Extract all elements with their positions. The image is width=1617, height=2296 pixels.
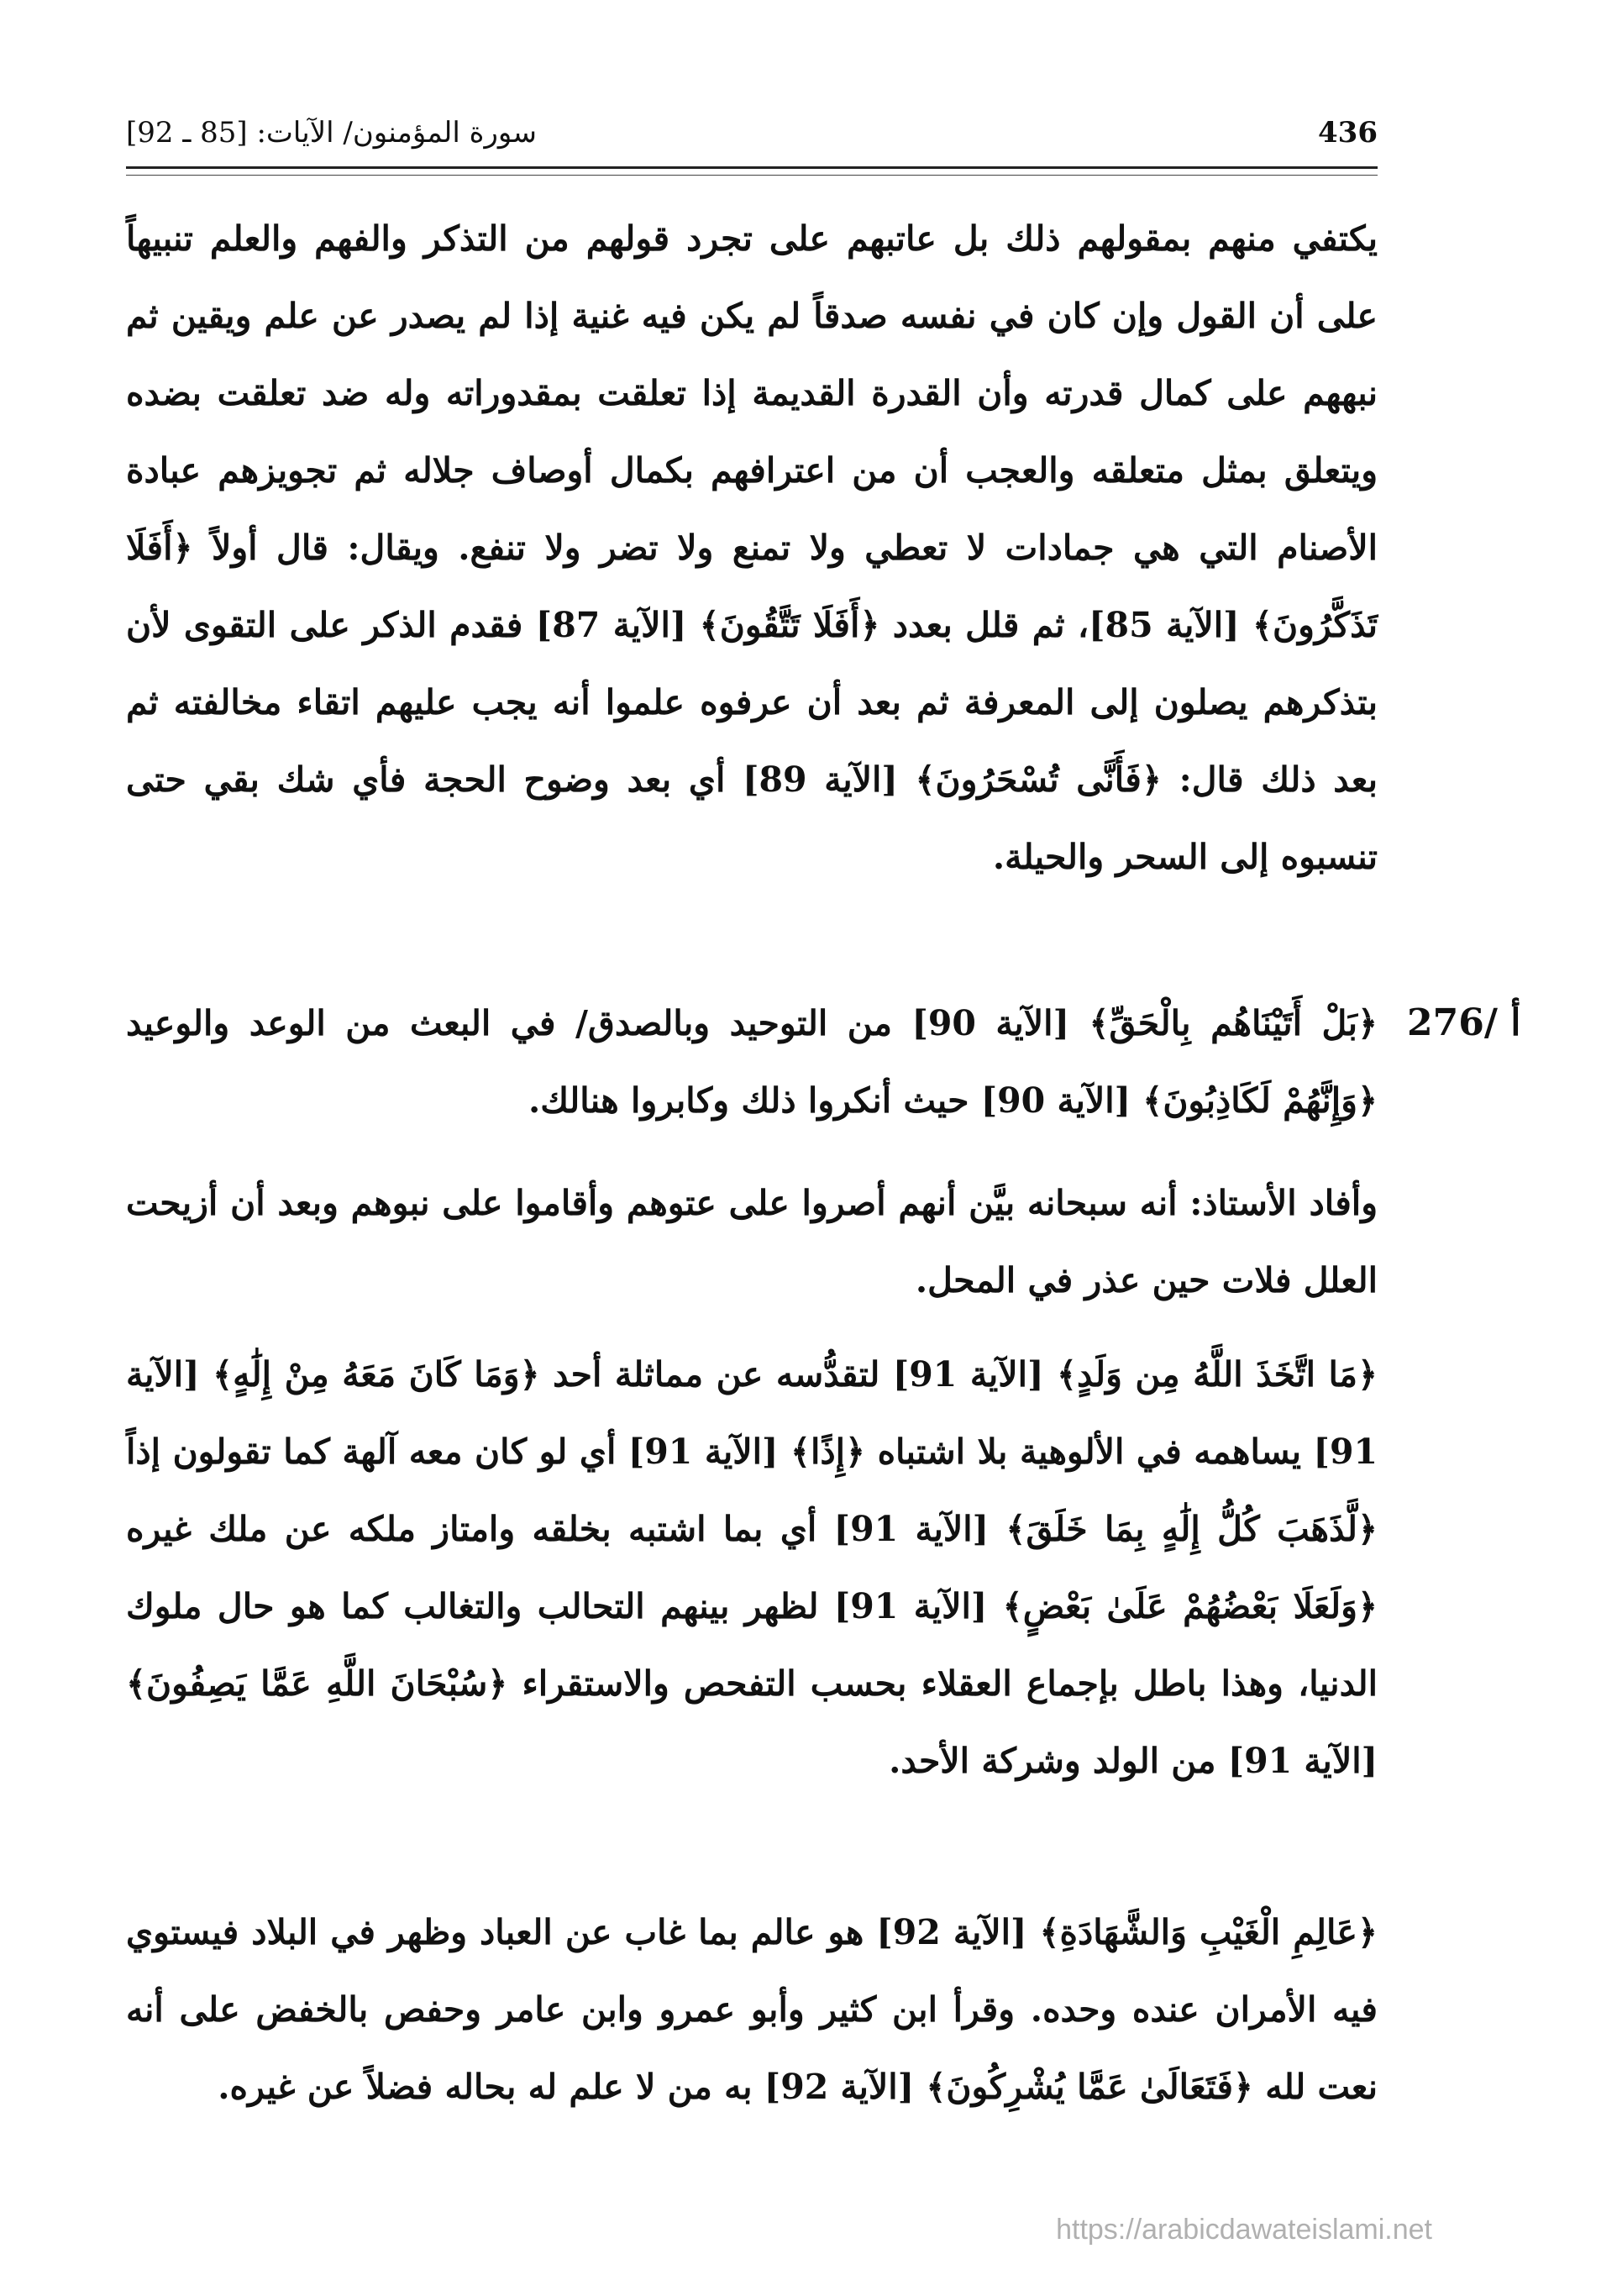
- paragraph-1: يكتفي منهم بمقولهم ذلك بل عاتبهم على تجرد قولهم من التذكر والفهم والعلم تنبيهاً على أن القول وإن كان في نفسه صدقاً لم يكن فيه غنية إذا لم يصدر عن علم ويقين ثم نبههم على كمال قدرته وأن القدرة القديمة إذا تعلقت بمقدوراته وله ضد تعلقت بضده ويتعلق بمثل متعلقه والعجب أن من اعترافهم بكمال أوصاف جلاله ثم تجويزهم عبادة الأصنام التي هي جمادات لا تعطي ولا تمنع ولا تضر ولا تنفع. ويقال: قال أولاً ﴿أَفَلَا تَذَكَّرُونَ﴾ [الآية 85]، ثم قلل بعدد ﴿أَفَلَا تَتَّقُونَ﴾ [الآية 87] فقدم الذكر على التقوى لأن بتذكرهم يصلون إلى المعرفة ثم بعد أن عرفوه علموا أنه يجب عليهم اتقاء مخالفته ثم بعد ذلك قال: ﴿فَأَنَّى تُسْحَرُونَ﴾ [الآية 89] أي بعد وضوح الحجة فأي شك بقي حتى تنسبوه إلى السحر والحيلة.: [126, 218, 1378, 877]
- manuscript-folio-note: 276/ أ: [1407, 1001, 1521, 1044]
- source-watermark: https://arabicdawateislami.net: [1056, 2214, 1432, 2246]
- running-title: سورة المؤمنون/ الآيات: [85 ـ 92]: [126, 116, 537, 150]
- header-rule: [126, 166, 1378, 169]
- paragraph-3: وأفاد الأستاذ: أنه سبحانه بيَّن أنهم أصروا على عتوهم وأقاموا على نبوهم وبعد أن أزيحت العلل فلات حين عذر في المحل.: [126, 1183, 1378, 1300]
- page-number: 436: [1318, 116, 1378, 150]
- paragraph-4: ﴿مَا اتَّخَذَ اللَّهُ مِن وَلَدٍ﴾ [الآية 91] لتقدُّسه عن مماثلة أحد ﴿وَمَا كَانَ مَعَهُ مِنْ إِلَٰهٍ﴾ [الآية 91] يساهمه في الألوهية بلا اشتباه ﴿إِذًا﴾ [الآية 91] أي لو كان معه آلهة كما تقولون إذاً ﴿لَّذَهَبَ كُلُّ إِلَٰهٍ بِمَا خَلَقَ﴾ [الآية 91] أي بما اشتبه بخلقه وامتاز ملكه عن ملك غيره ﴿وَلَعَلَا بَعْضُهُمْ عَلَىٰ بَعْضٍ﴾ [الآية 91] لظهر بينهم التحالب والتغالب كما هو حال ملوك الدنيا، وهذا باطل بإجماع العقلاء بحسب التفحص والاستقراء ﴿سُبْحَانَ اللَّهِ عَمَّا يَصِفُونَ﴾ [الآية 91] من الولد وشركة الأحد.: [126, 1354, 1378, 1781]
- header-rule-thin: [126, 175, 1378, 176]
- paragraph-2: ﴿بَلْ أَتَيْنَاهُم بِالْحَقِّ﴾ [الآية 90] من التوحيد وبالصدق/ في البعث من الوعد والوعيد ﴿وَإِنَّهُمْ لَكَاذِبُونَ﴾ [الآية 90] حيث أنكروا ذلك وكابروا هنالك.: [126, 1003, 1378, 1121]
- paragraph-5: ﴿عَالِمِ الْغَيْبِ وَالشَّهَادَةِ﴾ [الآية 92] هو عالم بما غاب عن العباد وظهر في البلاد فيستوي فيه الأمران عنده وحده. وقرأ ابن كثير وأبو عمرو وابن عامر وحفص بالخفض على أنه نعت لله ﴿فَتَعَالَىٰ عَمَّا يُشْرِكُونَ﴾ [الآية 92] به من لا علم له بحاله فضلاً عن غيره.: [126, 1912, 1378, 2107]
